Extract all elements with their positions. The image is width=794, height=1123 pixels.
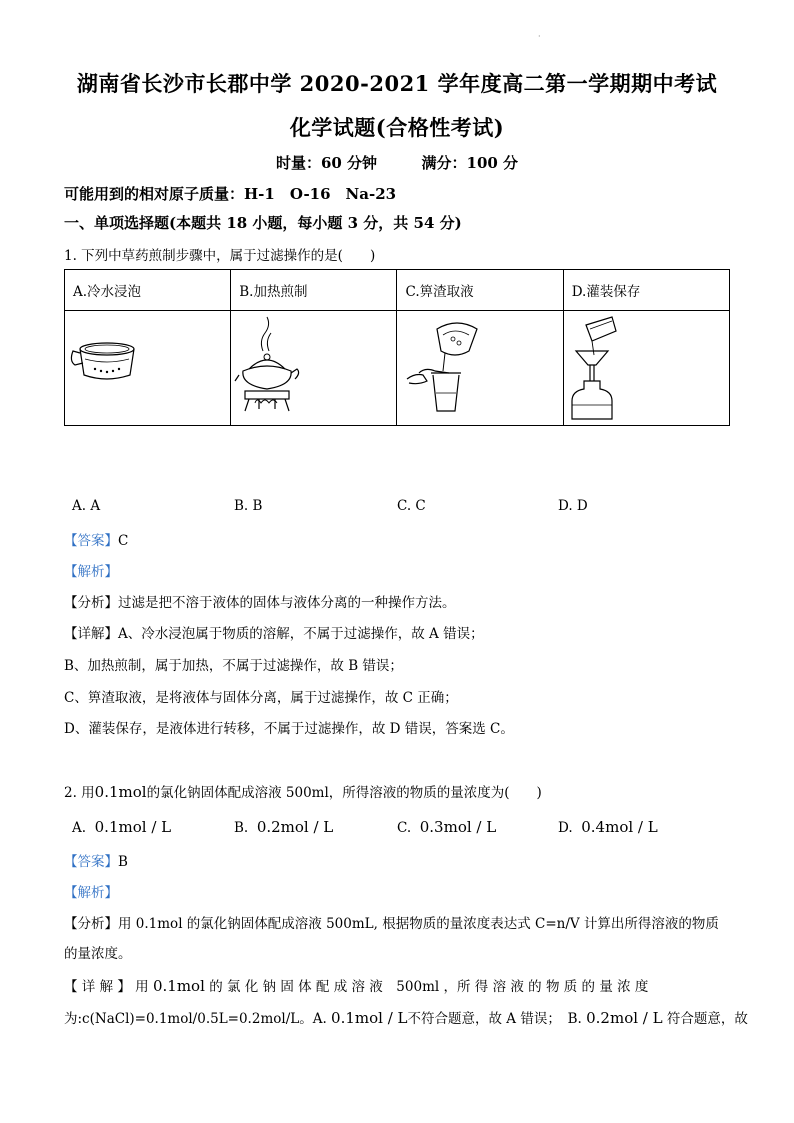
table-header-d: D.灌装保存 (563, 270, 729, 311)
filtering-image (397, 311, 563, 425)
bottling-image (564, 311, 730, 425)
xiangjie-text: A、冷水浸泡属于物质的溶解，不属于过滤操作，故 A 错误； (118, 626, 484, 642)
answer-value: C (118, 533, 129, 549)
q1-xiangjie (64, 622, 484, 642)
q2-option-d-value: 0.4mol / L (581, 818, 658, 836)
xiangjie-amount: 0.1mol (152, 977, 205, 995)
xiangjie-post: 的 氯 化 钠 固 体 配 成 溶 液 500ml ，所 得 溶 液 的 物 质 的 量 浓 度 (209, 979, 649, 995)
q2-option-b-value: 0.2mol / L (256, 818, 334, 836)
q1-option-b: B. B (234, 498, 263, 514)
exam-meta (0, 152, 794, 173)
q2-stem-post: 的氯化钠固体配成溶液 500ml，所得溶液的物质的量浓度为( ) (146, 785, 542, 801)
document-subtitle: 化学试题(合格性考试) (289, 115, 505, 140)
full-score: 满分：100 分 (421, 154, 519, 172)
last-value-2: 0.2mol / L (586, 1009, 663, 1027)
q1-detail-line-b: B、加热煎制，属于加热，不属于过滤操作，故 B 错误； (64, 658, 403, 674)
q2-option-a (72, 818, 171, 836)
q2-xiangjie (64, 975, 648, 995)
q2-stem-amount: 0.1mol (94, 783, 147, 801)
q2-option-d-letter: D. (558, 820, 573, 836)
section-heading: 一、单项选择题(本题共 18 小题，每小题 3 分，共 54 分) (64, 214, 462, 232)
last-value-1: 0.1mol / L (331, 1009, 408, 1027)
xiangjie-tag: 【详解】 (64, 626, 118, 642)
q2-fenxi-line1 (64, 912, 719, 932)
time-limit: 时量：60 分钟 (275, 154, 378, 172)
table-cell-a (65, 311, 231, 426)
answer-tag: 【答案】 (64, 854, 118, 870)
q1-answer (64, 529, 128, 549)
atomic-mass-line: 可能用到的相对原子质量：H-1 O-16 Na-23 (64, 185, 397, 203)
q2-answer (64, 850, 128, 870)
q1-stem: 1. 下列中草药煎制步骤中，属于过滤操作的是( ) (64, 248, 376, 264)
q1-options-table (64, 269, 730, 426)
q1-option-d: D. D (558, 498, 588, 514)
q1-option-c: C. C (397, 498, 426, 514)
page-mark: · (538, 32, 541, 41)
q2-option-c (397, 818, 496, 836)
last-pre: 为:c(NaCl)=0.1mol/0.5L=0.2mol/L。A. (64, 1011, 327, 1027)
q2-option-b-letter: B. (234, 820, 249, 836)
q1-detail-line-c: C、箅渣取液，是将液体与固体分离，属于过滤操作，故 C 正确； (64, 690, 458, 706)
q2-stem-pre: 2. 用 (64, 785, 95, 801)
q2-option-c-letter: C. (397, 820, 412, 836)
table-cell-b (231, 311, 397, 426)
answer-tag: 【答案】 (64, 533, 118, 549)
q2-option-d (558, 818, 658, 836)
q2-option-b (234, 818, 333, 836)
xiangjie-tag: 【 详 解 】 (64, 979, 131, 995)
last-post: 符合题意，故 (666, 1011, 748, 1027)
q2-option-a-value: 0.1mol / L (94, 818, 172, 836)
document-title: 湖南省长沙市长郡中学 2020-2021 学年度高二第一学期期中考试 (76, 71, 718, 96)
table-header-c: C.箅渣取液 (397, 270, 563, 311)
table-cell-c (397, 311, 563, 426)
fenxi-tag: 【分析】 (64, 916, 118, 932)
table-header-b: B.加热煎制 (231, 270, 397, 311)
q2-analysis-tag: 【解析】 (64, 885, 118, 901)
fenxi-tag: 【分析】 (64, 595, 118, 611)
q1-fenxi (64, 591, 456, 611)
q1-option-a: A. A (72, 498, 101, 514)
q2-stem (64, 781, 542, 801)
q2-fenxi-line2: 的量浓度。 (64, 946, 132, 962)
last-mid: 不符合题意，故 A 错误； B. (407, 1011, 582, 1027)
xiangjie-pre: 用 (135, 979, 149, 995)
answer-value: B (118, 854, 128, 870)
q2-option-a-letter: A. (72, 820, 87, 836)
q1-detail-line-d: D、灌装保存，是液体进行转移，不属于过滤操作，故 D 错误，答案选 C。 (64, 721, 514, 737)
fenxi-text: 过滤是把不溶于液体的固体与液体分离的一种操作方法。 (118, 595, 456, 611)
soaking-pot-image (65, 311, 231, 425)
q2-xiangjie-line2 (64, 1007, 748, 1027)
table-cell-d (563, 311, 729, 426)
table-header-a: A.冷水浸泡 (65, 270, 231, 311)
q1-analysis-tag: 【解析】 (64, 564, 118, 580)
decoction-pot-image (231, 311, 397, 425)
fenxi-text: 用 0.1mol 的氯化钠固体配成溶液 500mL, 根据物质的量浓度表达式 C=n/V 计算出所得溶液的物质 (118, 916, 719, 932)
q2-option-c-value: 0.3mol / L (419, 818, 497, 836)
